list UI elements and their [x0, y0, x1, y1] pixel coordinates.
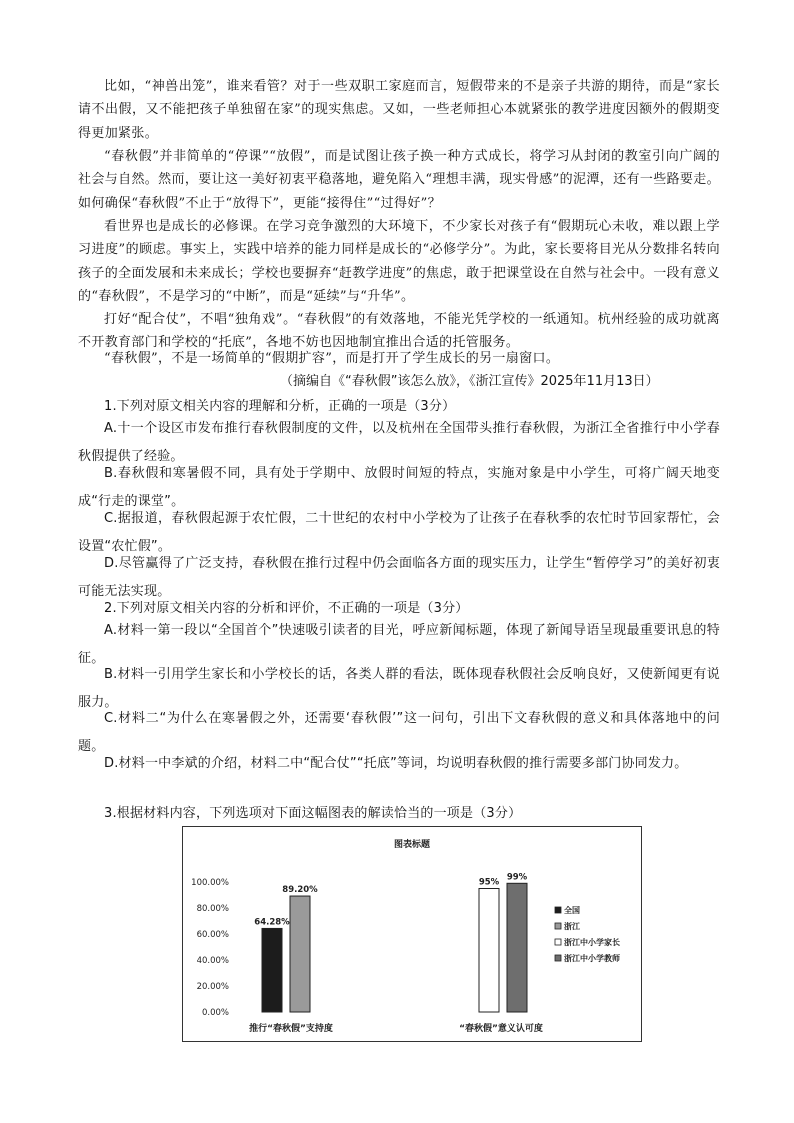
legend-swatch	[555, 955, 561, 961]
legend-label: 全国	[564, 906, 580, 915]
legend-label: 浙江	[564, 922, 580, 931]
article-paragraph-4: 打好“配合仗”，不唱“独角戏”。“春秋假”的有效落地，不能光凭学校的一纸通知。杭州经验的成功就离不开教育部门和学校的“托底”，各地不妨也因地制宜推出合适的托管服务。	[78, 312, 720, 351]
question-1-option-a: A.十一个设区市发布推行春秋假制度的文件，以及杭州在全国带头推行春秋假，为浙江全省推行中小学春秋假提供了经验。	[78, 421, 720, 464]
article-paragraph-2: “春秋假”并非简单的“停课”“放假”，而是试图让孩子换一种方式成长，将学习从封闭的教室引向广阔的社会与自然。然而，要让这一美好初衷平稳落地，避免陷入“理想丰满，现实骨感”的泥潭，还有一些路要走。如何确保“春秋假”不止于“放得下”，更能“接得住”“过得好”？	[78, 149, 720, 211]
article-paragraph-3: 看世界也是成长的必修课。在学习竞争激烈的大环境下，不少家长对孩子有“假期玩心未收，难以跟上学习进度”的顾虑。事实上，实践中培养的能力同样是成长的“必修学分”。为此，家长要将目光从分数排名转向孩子的全面发展和未来成长；学校也要摒弃“赶教学进度”的焦虑，敢于把课堂设在自然与社会中。一段有意义的“春秋假”，不是学习的“中断”，而是“延续”与“升华”。	[78, 219, 720, 304]
bar-浙江	[290, 896, 310, 1012]
question-3-stem: 3.根据材料内容，下列选项对下面这幅图表的解读恰当的一项是（3分）	[104, 806, 522, 821]
article-paragraph-5: “春秋假”，不是一场简单的“假期扩容”，而是打开了学生成长的另一扇窗口。	[104, 351, 560, 366]
question-2-option-a: A.材料一第一段以“全国首个”快速吸引读者的目光，呼应新闻标题，体现了新闻导语呈现最重要讯息的特征。	[78, 623, 720, 666]
x-category-label: “春秋假”意义认可度	[459, 1024, 543, 1034]
bar-全国	[262, 928, 282, 1012]
legend-label: 浙江中小学教师	[564, 954, 620, 963]
y-tick-label: 0.00%	[201, 1008, 229, 1018]
data-label: 89.20%	[282, 885, 318, 896]
question-1-option-b: B.春秋假和寒暑假不同，具有处于学期中、放假时间短的特点，实施对象是中小学生，可将广阔天地变成“行走的课堂”。	[78, 466, 720, 509]
legend-swatch	[555, 939, 561, 945]
article-paragraph-1: 比如，“神兽出笼”，谁来看管？对于一些双职工家庭而言，短假带来的不是亲子共游的期待，而是“家长请不出假，又不能把孩子单独留在家”的现实焦虑。又如，一些老师担心本就紧张的教学进度因额外的假期变得更加紧张。	[78, 79, 720, 141]
y-tick-label: 40.00%	[196, 956, 229, 966]
bar-chart	[182, 826, 642, 1042]
legend-label: 浙江中小学家长	[564, 938, 620, 947]
bar-浙江中小学教师	[507, 883, 527, 1012]
chart-canvas	[183, 827, 641, 1041]
question-1-stem: 1.下列对原文相关内容的理解和分析，正确的一项是（3分）	[104, 399, 456, 414]
question-2-stem: 2.下列对原文相关内容的分析和评价，不正确的一项是（3分）	[104, 601, 469, 616]
data-label: 95%	[478, 877, 500, 888]
chart-title: 图表标题	[393, 840, 431, 850]
data-label: 99%	[506, 872, 528, 883]
y-tick-label: 60.00%	[196, 930, 229, 940]
article-source: （摘编自《“春秋假”该怎么放》，《浙江宣传》2025年11月13日）	[280, 374, 659, 389]
data-label: 64.28%	[254, 917, 290, 928]
legend-swatch	[555, 923, 561, 929]
y-tick-label: 100.00%	[191, 878, 229, 888]
question-2-option-b: B.材料一引用学生家长和小学校长的话，各类人群的看法，既体现春秋假社会反响良好，又使新闻更有说服力。	[78, 667, 720, 710]
question-1-option-d: D.尽管赢得了广泛支持，春秋假在推行过程中仍会面临各方面的现实压力，让学生“暂停学习”的美好初衷可能无法实现。	[78, 556, 720, 599]
question-1-option-c: C.据报道，春秋假起源于农忙假，二十世纪的农村中小学校为了让孩子在春秋季的农忙时节回家帮忙，会设置“农忙假”。	[78, 511, 720, 554]
x-category-label: 推行“春秋假”支持度	[249, 1024, 333, 1034]
question-2-option-c: C.材料二“为什么在寒暑假之外，还需要‘春秋假’”这一问句，引出下文春秋假的意义和具体落地中的问题。	[78, 711, 720, 754]
y-tick-label: 80.00%	[196, 904, 229, 914]
legend-swatch	[555, 907, 561, 913]
question-2-option-d: D.材料一中李斌的介绍，材料二中“配合仗”“托底”等词，均说明春秋假的推行需要多部门协同发力。	[104, 756, 688, 771]
y-tick-label: 20.00%	[196, 982, 229, 992]
bar-浙江中小学家长	[479, 889, 499, 1013]
